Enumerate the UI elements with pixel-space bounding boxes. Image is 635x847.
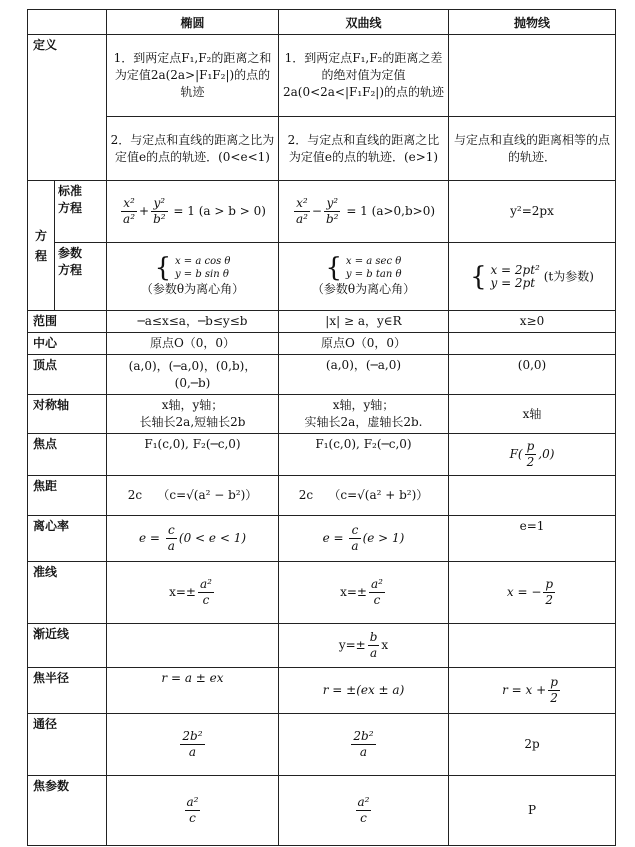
- row-label-definition: 定义: [28, 35, 107, 181]
- latus-rectum-ellipse: [107, 714, 279, 776]
- directrix-parabola: [449, 562, 616, 624]
- definition-hyperbola-1: 1．到两定点F₁,F₂的距离之差的绝对值为定值2a(0<2a<|F₁F₂|)的点的轨迹: [279, 35, 449, 117]
- eccentricity-ellipse: e = $\frac{c}{a}$ (0 < e < 1): [107, 516, 279, 562]
- focal-radius-parabola: [449, 668, 616, 714]
- symmetry-ellipse-line-1: x轴，y轴；: [161, 398, 224, 412]
- focal-param-parabola: P: [449, 776, 616, 846]
- fraction-a2-c-ph: $\frac{\text{a²}}{c}$: [357, 795, 370, 825]
- center-parabola: [449, 333, 616, 355]
- focus-parabola: [449, 434, 616, 476]
- fraction-2b2-a: $\frac{\text{2b²}}{a}$: [182, 729, 203, 759]
- fraction-y2-b2-h: $\frac{\text{y²}}{\text{b²}}$: [325, 196, 339, 226]
- parabola-parametric: [449, 243, 616, 311]
- eccentricity-hyperbola: e = $\frac{c}{a}$ (e > 1): [279, 516, 449, 562]
- brace-icon: {: [154, 253, 172, 283]
- symmetry-ellipse: [107, 395, 279, 434]
- ellipse-param-note: （参数θ为离心角）: [140, 282, 245, 296]
- focus-parabola-prefix: F(: [509, 447, 523, 461]
- parabola-param-x: x = 2pt²: [490, 262, 540, 277]
- range-parabola: x≥0: [449, 311, 616, 333]
- range-hyperbola: |x| ≥ a，y∈R: [279, 311, 449, 333]
- vertex-ellipse-line-1: (a,0)，(─a,0)，(0,b)，: [128, 358, 257, 373]
- header-parabola: 抛物线: [449, 10, 616, 35]
- hyperbola-param-y: y = b tan θ: [345, 269, 402, 280]
- latus-rectum-hyperbola: [279, 714, 449, 776]
- symmetry-hyperbola: [279, 395, 449, 434]
- row-label-focal-param: 焦参数: [28, 776, 107, 846]
- focal-radius-parabola-prefix: r = x +: [502, 683, 547, 697]
- definition-hyperbola-2: 2．与定点和直线的距离之比为定值e的点的轨迹．(e>1): [279, 117, 449, 181]
- fraction-a2-c-p: $\frac{\text{a²}}{c}$: [186, 795, 199, 825]
- range-ellipse: ─a≤x≤a，─b≤y≤b: [107, 311, 279, 333]
- hyperbola-parametric: [279, 243, 449, 311]
- eccentricity-hyperbola-cond: (e > 1): [362, 531, 405, 545]
- focus-parabola-suffix: ,0): [538, 447, 555, 461]
- definition-ellipse-2: 2．与定点和直线的距离之比为定值e的点的轨迹．(0<e<1): [107, 117, 279, 181]
- fraction-p-2: $\frac{p}{2}$: [526, 439, 535, 469]
- directrix-parabola-prefix: x = −: [506, 585, 542, 599]
- header-ellipse: 椭圆: [107, 10, 279, 35]
- header-hyperbola: 双曲线: [279, 10, 449, 35]
- directrix-ellipse-prefix: x=±: [169, 585, 196, 599]
- brace-icon: {: [325, 253, 343, 283]
- row-label-focal-distance: 焦距: [28, 476, 107, 516]
- latus-rectum-parabola: 2p: [449, 714, 616, 776]
- focus-ellipse: F₁(c,0), F₂(─c,0): [107, 434, 279, 476]
- center-hyperbola: 原点O（0，0）: [279, 333, 449, 355]
- fraction-c-a-h: $\frac{c}{a}$: [351, 523, 359, 553]
- ellipse-standard-rhs: = 1 (a > b > 0): [173, 204, 266, 218]
- focal-distance-hyperbola-a: 2c: [298, 488, 314, 502]
- param-label-line-2: 方程: [58, 263, 83, 277]
- definition-parabola: 与定点和直线的距离相等的点的轨迹．: [449, 117, 616, 181]
- row-label-eccentricity: 离心率: [28, 516, 107, 562]
- vertex-parabola: (0,0): [449, 355, 616, 395]
- row-label-focal-radius: 焦半径: [28, 668, 107, 714]
- row-label-focus: 焦点: [28, 434, 107, 476]
- eccentricity-parabola: e=1: [449, 516, 616, 562]
- vertex-hyperbola: (a,0)，(─a,0): [279, 355, 449, 395]
- ellipse-param-y: y = b sin θ: [174, 269, 229, 280]
- eccentricity-ellipse-cond: (0 < e < 1): [178, 531, 247, 545]
- asymptote-suffix: x: [381, 638, 389, 652]
- standard-label-line-1: 标准: [58, 184, 83, 198]
- fraction-x2-a2-h: $\frac{\text{x²}}{\text{a²}}$: [295, 196, 308, 226]
- symmetry-parabola: x轴: [449, 395, 616, 434]
- row-label-directrix: 准线: [28, 562, 107, 624]
- row-label-center: 中心: [28, 333, 107, 355]
- focal-distance-ellipse: [107, 476, 279, 516]
- ellipse-param-x: x = a cos θ: [174, 256, 231, 267]
- asymptote-ellipse: [107, 624, 279, 668]
- brace-icon: {: [470, 261, 487, 292]
- focus-hyperbola: F₁(c,0), F₂(─c,0): [279, 434, 449, 476]
- header-blank: [28, 10, 107, 35]
- row-label-standard-equation: [55, 181, 107, 243]
- ellipse-parametric: [107, 243, 279, 311]
- asymptote-parabola: [449, 624, 616, 668]
- fraction-x2-a2: $\frac{\text{x²}}{\text{a²}}$: [123, 196, 136, 226]
- row-label-parametric-equation: [55, 243, 107, 311]
- definition-parabola-empty: [449, 35, 616, 117]
- definition-ellipse-1: 1．到两定点F₁,F₂的距离之和为定值2a(2a>|F₁F₂|)的点的轨迹: [107, 35, 279, 117]
- row-label-asymptote: 渐近线: [28, 624, 107, 668]
- standard-label-line-2: 方程: [58, 201, 83, 215]
- focal-distance-parabola: [449, 476, 616, 516]
- symmetry-ellipse-line-2: 长轴长2a,短轴长2b: [139, 415, 246, 429]
- hyperbola-standard-equation: $\frac{\text{x²}}{\text{a²}}$ − $\frac{\text{y²}}{\text{b²}}$ = 1 (a>0,b>0): [279, 181, 449, 243]
- fraction-a2-c-h: $\frac{\text{a²}}{c}$: [370, 577, 383, 607]
- asymptote-prefix: y=±: [338, 638, 366, 652]
- param-label-line-1: 参数: [58, 246, 83, 260]
- vertex-ellipse: [107, 355, 279, 395]
- parabola-param-y: y = 2pt: [490, 275, 536, 290]
- directrix-ellipse: [107, 562, 279, 624]
- fraction-2b2-a-h: $\frac{\text{2b²}}{a}$: [353, 729, 374, 759]
- asymptote-hyperbola: [279, 624, 449, 668]
- focal-radius-hyperbola: r = ±(ex ± a): [279, 668, 449, 714]
- hyperbola-param-note: （参数θ为离心角）: [311, 282, 416, 296]
- equation-label-char-1: 方: [34, 228, 47, 243]
- row-label-range: 范围: [28, 311, 107, 333]
- focal-distance-hyperbola-b: （c=√(a² + b²)）: [328, 488, 429, 502]
- center-ellipse: 原点O（0，0）: [107, 333, 279, 355]
- fraction-c-a: $\frac{c}{a}$: [167, 523, 175, 553]
- symmetry-hyperbola-line-2: 实轴长2a，虚轴长2b.: [304, 415, 423, 429]
- directrix-hyperbola-prefix: x=±: [340, 585, 367, 599]
- focal-param-ellipse: [107, 776, 279, 846]
- fraction-a2-c: $\frac{\text{a²}}{c}$: [199, 577, 212, 607]
- focal-distance-ellipse-b: （c=√(a² − b²)）: [157, 488, 258, 502]
- focal-radius-ellipse: r = a ± ex: [107, 668, 279, 714]
- fraction-y2-b2: $\frac{\text{y²}}{\text{b²}}$: [153, 196, 166, 226]
- equation-label-char-2: 程: [34, 248, 47, 263]
- fraction-p-2-r: $\frac{p}{2}$: [550, 675, 558, 705]
- focal-distance-hyperbola: [279, 476, 449, 516]
- ellipse-standard-equation: $\frac{\text{x²}}{\text{a²}}$ + $\frac{\text{y²}}{\text{b²}}$ = 1 (a > b > 0): [107, 181, 279, 243]
- row-label-vertex: 顶点: [28, 355, 107, 395]
- hyperbola-standard-rhs: = 1 (a>0,b>0): [346, 204, 436, 218]
- row-label-symmetry: 对称轴: [28, 395, 107, 434]
- vertex-ellipse-line-2: (0,─b): [174, 375, 211, 390]
- focal-distance-ellipse-a: 2c: [127, 488, 143, 502]
- hyperbola-param-x: x = a sec θ: [345, 256, 402, 267]
- fraction-b-a: $\frac{b}{a}$: [369, 630, 378, 660]
- focal-param-hyperbola: [279, 776, 449, 846]
- conic-sections-table: [27, 9, 616, 846]
- directrix-hyperbola: [279, 562, 449, 624]
- row-label-latus-rectum: 通径: [28, 714, 107, 776]
- parabola-param-note: (t为参数): [543, 269, 594, 283]
- parabola-standard-equation: y²=2px: [449, 181, 616, 243]
- fraction-p-2-d: $\frac{p}{2}$: [545, 577, 554, 607]
- row-label-equation: [28, 181, 55, 311]
- symmetry-hyperbola-line-1: x轴，y轴；: [332, 398, 395, 412]
